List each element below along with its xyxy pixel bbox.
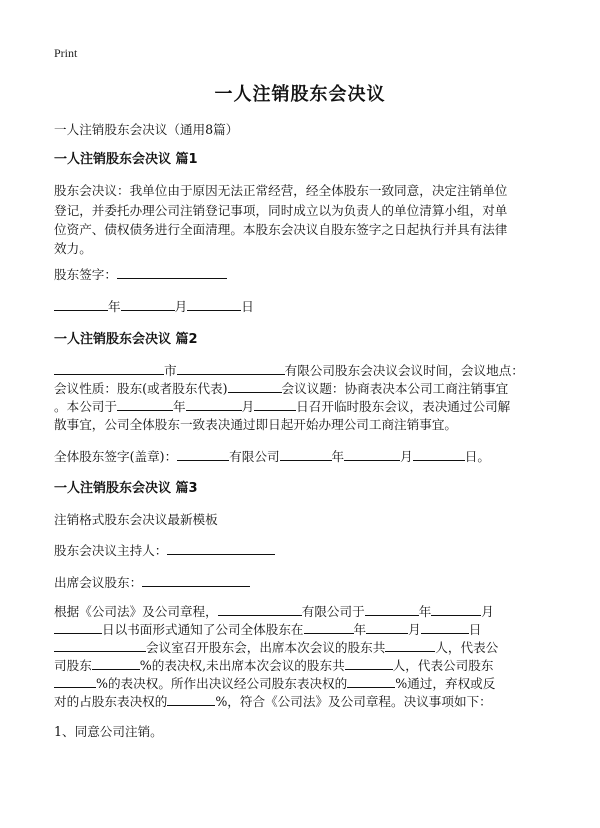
month-label: 月 [400, 449, 413, 464]
day-blank[interactable] [54, 621, 102, 634]
company-label: 有限公司 [229, 449, 280, 464]
month-blank[interactable] [186, 398, 242, 411]
template-title: 注销格式股东会决议最新模板 [54, 512, 218, 527]
meeting-time-text: 有限公司股东会决议会议时间，会议地点： [284, 363, 524, 378]
subtitle: 一人注销股东会决议（通用8篇） [54, 122, 239, 137]
section-2-line [54, 361, 554, 380]
section-3-line [54, 602, 554, 621]
sign-blank[interactable] [177, 448, 229, 461]
month-label: 月 [481, 604, 494, 619]
section-3-line [54, 638, 554, 657]
year-blank[interactable] [54, 298, 108, 311]
day-blank[interactable] [254, 398, 296, 411]
percent-blank[interactable] [54, 675, 96, 688]
absent-count-blank[interactable] [345, 657, 393, 670]
vote-text: %的表决权。所作出决议经公司股东表决权的 [96, 676, 348, 691]
year-label: 年 [331, 449, 345, 464]
section-1-signature-row [54, 265, 554, 284]
meeting-nature-text: 会议性质：股东(或者股东代表) [54, 381, 228, 396]
year-label: 年 [108, 299, 121, 314]
section-2-line [54, 379, 554, 398]
month-blank[interactable] [431, 603, 481, 616]
year-blank[interactable] [280, 448, 332, 461]
month-blank[interactable] [344, 448, 400, 461]
day-label: 日 [241, 299, 254, 314]
section-1-para-line: 效力。 [54, 241, 92, 256]
city-blank[interactable] [54, 362, 164, 375]
month-blank[interactable] [366, 621, 408, 634]
shareholder-text: 司股东 [54, 658, 92, 673]
room-blank[interactable] [54, 639, 146, 652]
pass-text: %通过，弃权或反 [395, 676, 496, 691]
city-label: 市 [164, 363, 177, 378]
section-1-heading: 一人注销股东会决议 篇1 [54, 152, 198, 167]
attendee-row [54, 573, 554, 592]
month-label: 月 [241, 399, 255, 414]
represent-text: 人，代表公司股东 [392, 658, 494, 673]
resolution-text: %，符合《公司法》及公司章程。决议事项如下： [215, 694, 492, 709]
month-blank[interactable] [121, 298, 175, 311]
signature-blank[interactable] [117, 266, 227, 279]
company-blank[interactable] [177, 362, 285, 375]
day-blank[interactable] [413, 448, 465, 461]
host-row [54, 541, 554, 560]
oppose-percent-blank[interactable] [167, 693, 215, 706]
percent-blank[interactable] [92, 657, 140, 670]
company-text: 有限公司于 [301, 604, 365, 619]
section-2-line: 散事宜，公司全体股东一致表决通过即日起开始办理公司工商注销事宜。 [54, 417, 457, 432]
month-label: 月 [408, 622, 421, 637]
attendee-count-blank[interactable] [385, 639, 435, 652]
section-2-sign-row [54, 447, 554, 466]
print-link[interactable]: Print [54, 46, 78, 60]
day-blank[interactable] [421, 621, 469, 634]
company-date-text: 。本公司于 [54, 399, 117, 414]
signature-label: 股东签字： [54, 267, 117, 282]
absent-text: %的表决权,未出席本次会议的股东共 [139, 658, 345, 673]
notice-text: 日以书面形式通知了公司全体股东在 [102, 622, 304, 637]
section-1-para-line: 登记，并委托办理公司注销登记事项，同时成立以为负责人的单位清算小组，对单 [54, 203, 508, 218]
resolution-item-1: 1、同意公司注销。 [54, 724, 163, 739]
host-label: 股东会决议主持人： [54, 543, 168, 558]
section-2-heading: 一人注销股东会决议 篇2 [54, 332, 198, 347]
attendee-label: 出席会议股东： [54, 575, 143, 590]
section-2-line [54, 397, 554, 416]
year-blank[interactable] [365, 603, 419, 616]
year-blank[interactable] [304, 621, 354, 634]
section-3-line [54, 674, 554, 693]
representative-blank[interactable] [228, 380, 282, 393]
month-label: 月 [174, 299, 188, 314]
host-blank[interactable] [167, 542, 275, 555]
attendee-blank[interactable] [142, 574, 250, 587]
law-text: 根据《公司法》及公司章程， [54, 604, 218, 619]
oppose-text: 对的占股东表决权的 [54, 694, 168, 709]
section-1-date-row [54, 297, 554, 316]
company-blank[interactable] [218, 603, 302, 616]
attendance-text: 会议室召开股东会，出席本次会议的股东共 [146, 640, 386, 655]
year-label: 年 [418, 604, 432, 619]
section-3-heading: 一人注销股东会决议 篇3 [54, 481, 198, 496]
section-3-line [54, 692, 554, 711]
day-label: 日 [468, 622, 482, 637]
section-1-para-line: 位资产、债权债务进行全面清理。本股东会决议自股东签字之日起执行并具有法律 [54, 222, 508, 237]
year-label: 年 [353, 622, 367, 637]
page-title: 一人注销股东会决议 [214, 84, 386, 105]
pass-percent-blank[interactable] [347, 675, 395, 688]
represent-text: 人，代表公 [435, 640, 499, 655]
year-label: 年 [172, 399, 186, 414]
meeting-held-text: 日召开临时股东会议，表决通过公司解 [296, 399, 511, 414]
day-blank[interactable] [187, 298, 241, 311]
section-1-para-line: 股东会决议：我单位由于原因无法正常经营，经全体股东一致同意，决定注销单位 [54, 183, 508, 198]
day-label: 日。 [464, 449, 490, 464]
section-3-line [54, 620, 554, 639]
meeting-topic-text: 会议议题：协商表决本公司工商注销事宜 [281, 381, 509, 396]
sign-label: 全体股东签字(盖章)： [54, 449, 178, 464]
section-3-line [54, 656, 554, 675]
year-blank[interactable] [117, 398, 173, 411]
